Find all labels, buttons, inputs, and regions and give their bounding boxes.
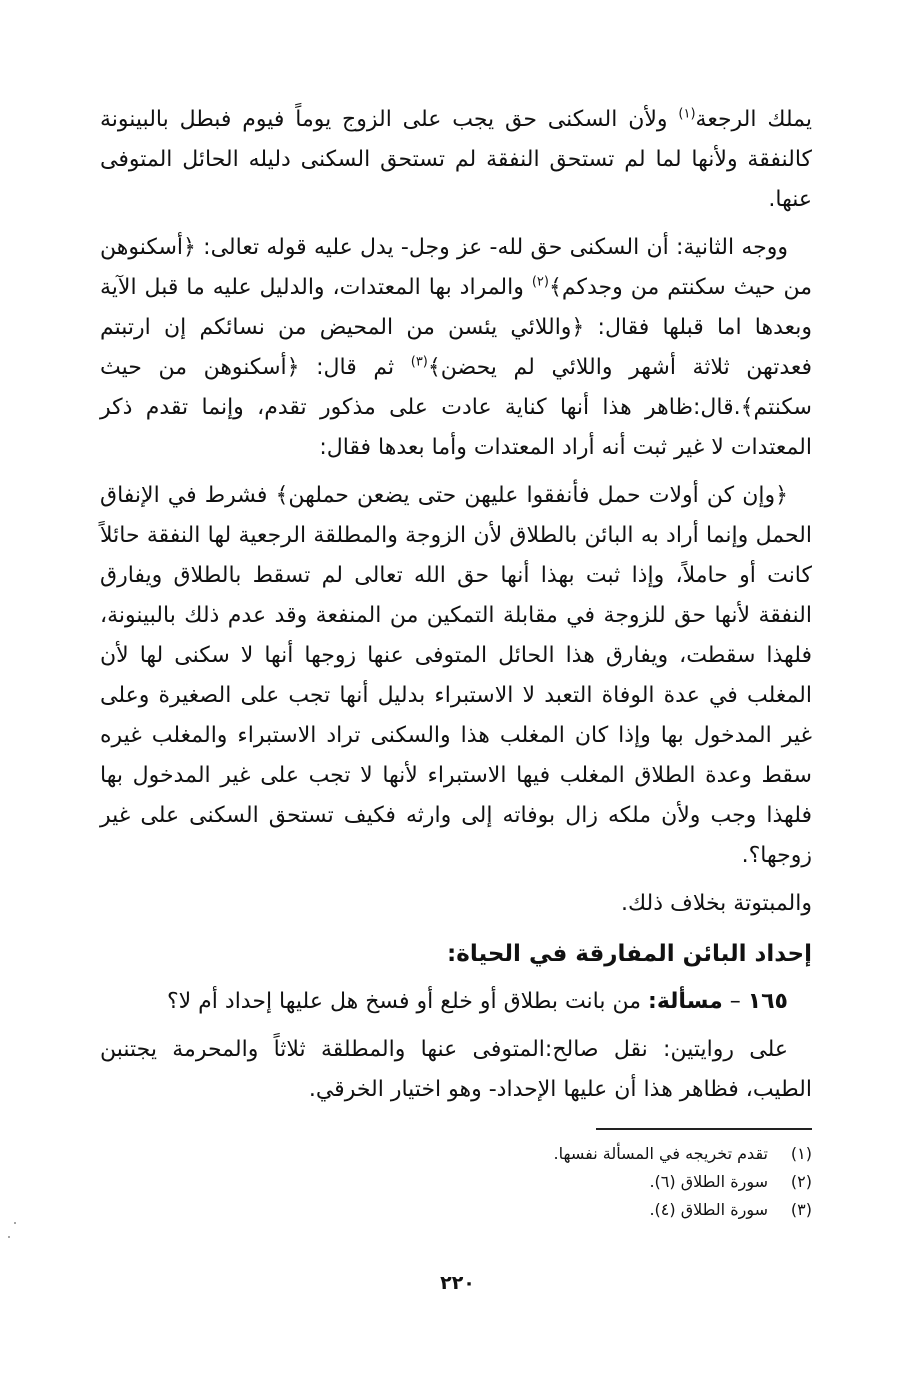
- footnote-ref-2[interactable]: (٢): [531, 274, 549, 290]
- issue-label: مسألة:: [648, 989, 723, 1014]
- issue-number: ١٦٥: [747, 989, 788, 1014]
- issue-paragraph: ١٦٥ – مسألة: من بانت بطلاق أو خلع أو فسخ هل عليها إحداد أم لا؟: [166, 989, 788, 1014]
- paragraph-1-start: يملك الرجعة: [695, 107, 812, 132]
- paragraph-2: [100, 228, 812, 468]
- footnote-2: [100, 1168, 812, 1196]
- footnote-text: سورة الطلاق (٦).: [649, 1172, 768, 1191]
- footnote-text: تقدم تخريجه في المسألة نفسها.: [553, 1144, 768, 1163]
- page-number: ٢٢٠: [440, 1272, 475, 1294]
- paragraph-1-rest: ولأن السكنى حق يجب على الزوج يوماً فيوم فبطل بالبينونة كالنفقة ولأنها لما لم تستحق النفقة لم تستحق السكنى دليله الحائل المتوفى عنها.: [100, 107, 812, 212]
- footnote-ref-1[interactable]: (١): [678, 106, 696, 122]
- footnote-divider: [596, 1128, 812, 1130]
- section-heading: إحداد البائن المفارقة في الحياة:: [447, 941, 812, 967]
- footnote-number: (١): [790, 1144, 812, 1163]
- footnote-number: (٣): [790, 1200, 812, 1219]
- scan-speck: [8, 1236, 10, 1238]
- footnote-3: [100, 1196, 812, 1224]
- issue-text: من بانت بطلاق أو خلع أو فسخ هل عليها إحداد أم لا؟: [166, 989, 642, 1014]
- paragraph-3: ﴿وإن كن أولات حمل فأنفقوا عليهن حتى يضعن حملهن﴾ فشرط في الإنفاق الحمل وإنما أراد به البائن بالطلاق لأن الزوجة والمطلقة الرجعية لها النفقة حائلاً كانت أو حاملاً، وإذا ثبت بهذا أنها حق الله تعالى لم تسقط بالطلاق ويفارق النفقة لأنها حق للزوجة في مقابلة التمكين من المنفعة وقد عدم ذلك بالبينونة، فلهذا سقطت، ويفارق هذا الحائل المتوفى عنها زوجها أنها لا سكنى لها لأن المغلب في عدة الوفاة التعبد لا الاستبراء بدليل أنها تجب على الصغيرة وعلى غير المدخول بها وإذا كان المغلب هذا والسكنى تراد الاستبراء والمغلب غيره سقط وعدة الطلاق المغلب فيها الاستبراء لأنها لا تجب على غير المدخول بها فلهذا وجب ولأن ملكه زال بوفاته إلى وارثه فكيف تستحق السكنى على غير زوجها؟.: [100, 483, 812, 868]
- page-content: [100, 100, 812, 1224]
- paragraph-2-part-c: ثم قال: ﴿أسكنوهن من حيث سكنتم﴾.قال:ظاهر هذا أنها كناية عادت على مذكور تقدم، وإنما تقدم ذكر المعتدات لا غير ثبت أنه أراد المعتدات وأما بعدها فقال:: [100, 355, 812, 460]
- footnote-ref-3[interactable]: (٣): [410, 354, 428, 370]
- paragraph-2-part-b: والمراد بها المعتدات، والدليل عليه ما قبل الآية وبعدها اما قبلها فقال: ﴿واللائي يئسن من المحيض من نسائكم إن ارتبتم فعدتهن ثلاثة أشهر واللائي لم يحضن﴾: [100, 275, 812, 380]
- footnote-number: (٢): [790, 1172, 812, 1191]
- paragraph-5: على روايتين: نقل صالح:المتوفى عنها والمطلقة ثلاثاً والمحرمة يجتنبن الطيب، فظاهر هذا أن عليها الإحداد- وهو اختيار الخرقي.: [100, 1037, 812, 1102]
- footnote-text: سورة الطلاق (٤).: [649, 1200, 768, 1219]
- paragraph-1: [100, 100, 812, 220]
- footnote-1: [100, 1140, 812, 1168]
- paragraph-4: والمبتوتة بخلاف ذلك.: [621, 891, 812, 916]
- scan-speck: [14, 1222, 16, 1224]
- paragraph-2-part-a: ووجه الثانية: أن السكنى حق لله- عز وجل- يدل عليه قوله تعالى: ﴿أسكنوهن من حيث سكنتم من وجدكم﴾: [100, 235, 813, 300]
